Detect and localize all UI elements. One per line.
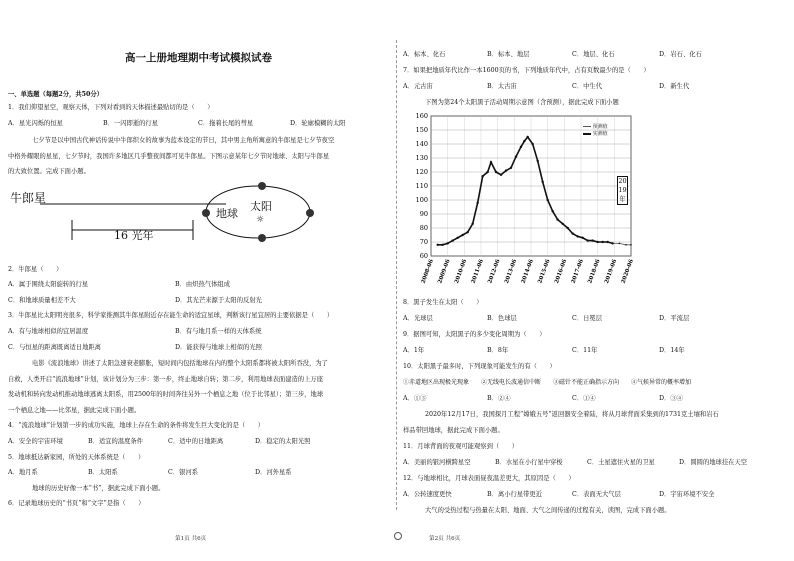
measured-point: [571, 232, 573, 234]
q9-option-d[interactable]: D．14年: [659, 347, 685, 354]
x-tick-label: 2020-06: [620, 258, 635, 285]
measured-point: [456, 237, 458, 239]
measured-point: [536, 160, 538, 162]
measured-point: [486, 171, 488, 173]
x-tick-label: 2011-06: [470, 258, 485, 285]
y-tick-label: 90: [419, 210, 428, 218]
x-tick-label: 2013-06: [503, 258, 519, 285]
q3-option-b[interactable]: B．有与地月系一样的天体系统: [175, 328, 262, 335]
y-tick-label: 110: [415, 182, 428, 190]
question-10: 10．太阳黑子最多时，下列现象可能发生的有（ ）: [403, 363, 556, 370]
measured-point: [606, 241, 608, 243]
q1-option-a[interactable]: A．星光闪烁的恒星: [8, 120, 63, 127]
question-5: 5．地球抵达新家园，所处的天体系统是（ ）: [8, 454, 145, 461]
section-heading: 一、单选题（每题2分，共50分）: [8, 91, 104, 98]
measured-point: [601, 241, 603, 243]
q4-option-b[interactable]: B．适宜的温度条件: [88, 438, 144, 445]
measured-point: [461, 234, 463, 236]
question-6: 6．记录地球历史的“书页”和“文字”是指（ ）: [8, 500, 145, 507]
measured-point: [490, 161, 492, 163]
q11-option-c[interactable]: C．土星遮住火星的卫星: [587, 459, 655, 466]
measured-point: [526, 136, 528, 138]
distance-label: 16 光年: [114, 229, 154, 242]
q2-option-c[interactable]: C．和地球质量相差不大: [8, 297, 76, 304]
passage-4: 下图为第24个太阳黑子活动周期示意图（含预测），据此完成下面小题: [425, 99, 619, 106]
question-12: 12．与地球相比，月球表面昼夜温差更大，其原因是（ ）: [403, 475, 575, 482]
measured-point: [520, 146, 522, 148]
measured-point: [476, 202, 478, 204]
question-9: 9．据图可知，太阳黑子的多少变化周期为（ ）: [403, 331, 546, 338]
q11-option-d[interactable]: D．圆圆的地球挂在天空: [679, 459, 748, 466]
legend-measured-label: 实测值: [592, 131, 608, 137]
legend-predicted-label: 预测值: [592, 124, 608, 130]
y-tick-label: 60: [419, 252, 428, 260]
measured-point: [541, 181, 543, 183]
measured-point: [546, 199, 548, 201]
q10-option-b[interactable]: B．②④: [487, 395, 511, 402]
q5-option-b[interactable]: B．太阳系: [88, 469, 118, 476]
passage-2-line2: 自救，人类开启“流浪地球”计划，该计划分为三步：第一步，终止地球自转；第二步，利用地球表面建造的上万座: [8, 376, 323, 383]
y-tick-label: 100: [415, 196, 428, 204]
q8-option-b[interactable]: B．色球层: [487, 315, 517, 322]
measured-point: [515, 155, 517, 157]
x-tick-label: 2009-06: [437, 258, 452, 285]
measured-point: [523, 140, 525, 142]
q8-option-c[interactable]: C．日冕层: [572, 315, 603, 322]
q7-option-b[interactable]: B．太古宙: [487, 83, 517, 90]
measured-point: [591, 239, 593, 241]
q5-option-c[interactable]: C．银河系: [168, 469, 199, 476]
x-tick-label: 2010-06: [453, 258, 469, 285]
passage-1-line3: 的大致位置。完成下面小题。: [8, 168, 90, 175]
passage-3: 地球的历史好像一本“书”，据此完成下面小题。: [32, 485, 165, 492]
measured-point: [471, 223, 473, 225]
y-tick-label: 80: [419, 224, 428, 232]
q2-option-a[interactable]: A．属于围绕太阳旋转的行星: [8, 281, 89, 288]
q3-option-a[interactable]: A．有与地球相似的宜居温度: [8, 328, 89, 335]
measured-point: [510, 167, 512, 169]
q5-option-d[interactable]: D．河外星系: [255, 469, 292, 476]
legend-predicted-swatch: [583, 126, 591, 127]
measured-point: [566, 227, 568, 229]
x-tick-label: 2008-06: [420, 258, 435, 285]
measured-point: [451, 239, 453, 241]
predicted-point: [625, 244, 627, 246]
q6-option-a[interactable]: A．标本、化石: [403, 51, 446, 58]
q10-items: ①赤道地区出现极光现象 ②无线电长波通信中断 ③磁针不能正确指示方向 ④气候异常的概率增加: [403, 379, 692, 386]
q1-option-b[interactable]: B．一闪即逝的行星: [103, 120, 159, 127]
q6-option-c[interactable]: C．地层、化石: [572, 51, 615, 58]
measured-point: [495, 171, 497, 173]
q12-option-d[interactable]: D．宇宙环境不安全: [659, 491, 715, 498]
measured-point: [561, 223, 563, 225]
passage-5-line1: 2020年12月17日，我国探月工程“嫦娥五号”返回器安全着陆，将从月球背面采集到的1731克土壤和岩石: [425, 411, 719, 418]
x-tick-label: 2017-06: [570, 258, 585, 285]
question-8: 8．黑子发生在太阳（ ）: [403, 299, 483, 306]
passage-2-line3: 发动机和转向发动机推动地球逃离太阳系，用2500年的时间奔往另外一个栖息之地（位于比邻星）；第三步，地球: [8, 391, 324, 398]
q3-option-d[interactable]: D．能获得与地球上相似的光照: [175, 344, 262, 351]
y-tick-label: 160: [415, 112, 428, 120]
sun-label: 太阳: [250, 200, 272, 213]
exam-title: 高一上册地理期中考试模拟试卷: [125, 52, 272, 64]
question-7: 7．如果把地质年代比作一本1600页的书，下列地质年代中，占有页数最少的是（ ）: [403, 67, 650, 74]
q7-option-d[interactable]: D．新生代: [659, 83, 690, 90]
q11-option-b[interactable]: B．水星在小行星中穿梭: [495, 459, 563, 466]
question-4: 4．“流浪地球”计划第一步的成功实施，地球上存在生命的条件将发生巨大变化的是（ ）: [8, 422, 265, 429]
page-footer-right: 第2页 共6页: [429, 536, 461, 542]
question-1: 1．我们仰望星空，观察天体，下列对看到的天体描述最贴切的是（ ）: [8, 104, 214, 111]
question-3: 3．牛郎星比太阳明亮很多，科学家推测其牛郎星附近存在能生命的适宜星球，判断该行星宜居的主要依据是（ ）: [8, 312, 334, 319]
measured-point: [581, 237, 583, 239]
measured-point: [596, 241, 598, 243]
q2-option-d[interactable]: D．其光芒来源于太阳的反射光: [175, 297, 262, 304]
measured-point: [531, 143, 533, 145]
passage-6: 大气的受热过程与热量在太阳、地面、大气之间传递的过程有关，读图，完成下面小题。: [425, 507, 671, 514]
measured-point: [551, 210, 553, 212]
q2-option-b[interactable]: B．由炽热气体组成: [175, 281, 231, 288]
q4-option-a[interactable]: A．安全的宇宙环境: [8, 438, 63, 445]
y-tick-label: 130: [415, 154, 428, 162]
passage-2-line4: 一个栖息之地——比邻星，据此完成下面小题。: [8, 407, 141, 414]
question-11: 11．月球背面的夜观可能观察到（ ）: [403, 443, 519, 450]
x-tick-label: 2014-06: [520, 258, 535, 285]
legend-measured: [583, 130, 608, 138]
predicted-point: [619, 243, 621, 245]
star-label: 牛郎星: [10, 191, 47, 205]
measured-point: [500, 174, 502, 176]
measured-point: [586, 239, 588, 241]
measured-point: [441, 244, 443, 246]
svg-text:☼: ☼: [255, 215, 265, 225]
x-tick-label: 2012-06: [487, 258, 502, 285]
measured-point: [481, 175, 483, 177]
q8-option-d[interactable]: D．平流层: [659, 315, 690, 322]
passage-5-line2: 样品带回地球，据此完成下面小题。: [403, 427, 504, 434]
q1-option-d[interactable]: D．轮廓模糊的太阳: [290, 120, 346, 127]
q12-option-b[interactable]: B．离小行星带更近: [487, 491, 543, 498]
q4-option-d[interactable]: D．稳定的太阳光照: [255, 438, 311, 445]
q3-option-c[interactable]: C．与恒星的距离既离适日地距离: [8, 344, 101, 351]
q10-option-d[interactable]: D．③④: [659, 395, 683, 402]
question-2: 2．牛郎星（ ）: [8, 266, 63, 273]
measured-point: [505, 169, 507, 171]
right-page: [397, 0, 794, 561]
measured-point: [466, 231, 468, 233]
star-earth-sun-diagram: [8, 180, 328, 256]
q11-option-a[interactable]: A．美丽的银河横跨星空: [403, 459, 471, 466]
predicted-point: [630, 244, 632, 246]
q9-option-c[interactable]: C．11年: [572, 347, 598, 354]
q6-option-d[interactable]: D．岩石、化石: [659, 51, 702, 58]
q9-option-a[interactable]: A．1年: [403, 347, 425, 354]
passage-2-line1: 电影《流浪地球》讲述了太阳急速衰老膨胀，短时间内包括地球在内的整个太阳系都将被太阳所吞没，为了: [32, 360, 328, 367]
q10-option-c[interactable]: C．①④: [572, 395, 596, 402]
measured-line: [438, 137, 613, 245]
y-tick-label: 70: [419, 238, 428, 246]
q12-option-a[interactable]: A．公转速度更快: [403, 491, 452, 498]
earth-label: 地球: [216, 207, 238, 220]
q1-option-c[interactable]: C．拖着长尾的彗星: [198, 120, 254, 127]
legend-measured-swatch: [583, 133, 591, 135]
q7-option-a[interactable]: A．元古宙: [403, 83, 433, 90]
q10-option-a[interactable]: A．①③: [403, 395, 427, 402]
measured-point: [576, 235, 578, 237]
q5-option-a[interactable]: A．地月系: [8, 469, 38, 476]
q4-option-c[interactable]: C．适中的日地距离: [168, 438, 224, 445]
y-tick-label: 120: [415, 168, 428, 176]
y-tick-label: 150: [415, 126, 428, 134]
q7-option-c[interactable]: C．中生代: [572, 83, 603, 90]
q6-option-b[interactable]: B．标本、地层: [487, 51, 530, 58]
x-tick-label: 2018-06: [587, 258, 602, 285]
chart-annotation: 2019年: [618, 177, 627, 203]
predicted-line: [613, 243, 631, 244]
measured-point: [436, 244, 438, 246]
passage-1-line2: 中格外耀眼的星星，七夕节时，我国许多地区几乎整夜间都可见牛郎星。下图示意某年七夕节时地球、太阳与牛郎星: [8, 153, 330, 160]
measured-point: [556, 218, 558, 220]
passage-1-line1: 七夕节是以中国古代神话传说中牛郎织女的故事为蓝本设定的节日，其中男主角所寓意的牛郎星是七夕节夜空: [32, 137, 335, 144]
x-tick-label: 2019-06: [603, 258, 619, 285]
page-footer-left: 第1页 共6页: [175, 536, 207, 542]
y-tick-label: 140: [415, 140, 428, 148]
q9-option-b[interactable]: B．8年: [487, 347, 509, 354]
q12-option-c[interactable]: C．表面无大气层: [572, 491, 621, 498]
measured-point: [446, 242, 448, 244]
x-tick-label: 2015-06: [537, 258, 552, 285]
x-tick-label: 2016-06: [553, 258, 569, 285]
q8-option-a[interactable]: A．光球层: [403, 315, 433, 322]
predicted-point: [612, 243, 614, 245]
